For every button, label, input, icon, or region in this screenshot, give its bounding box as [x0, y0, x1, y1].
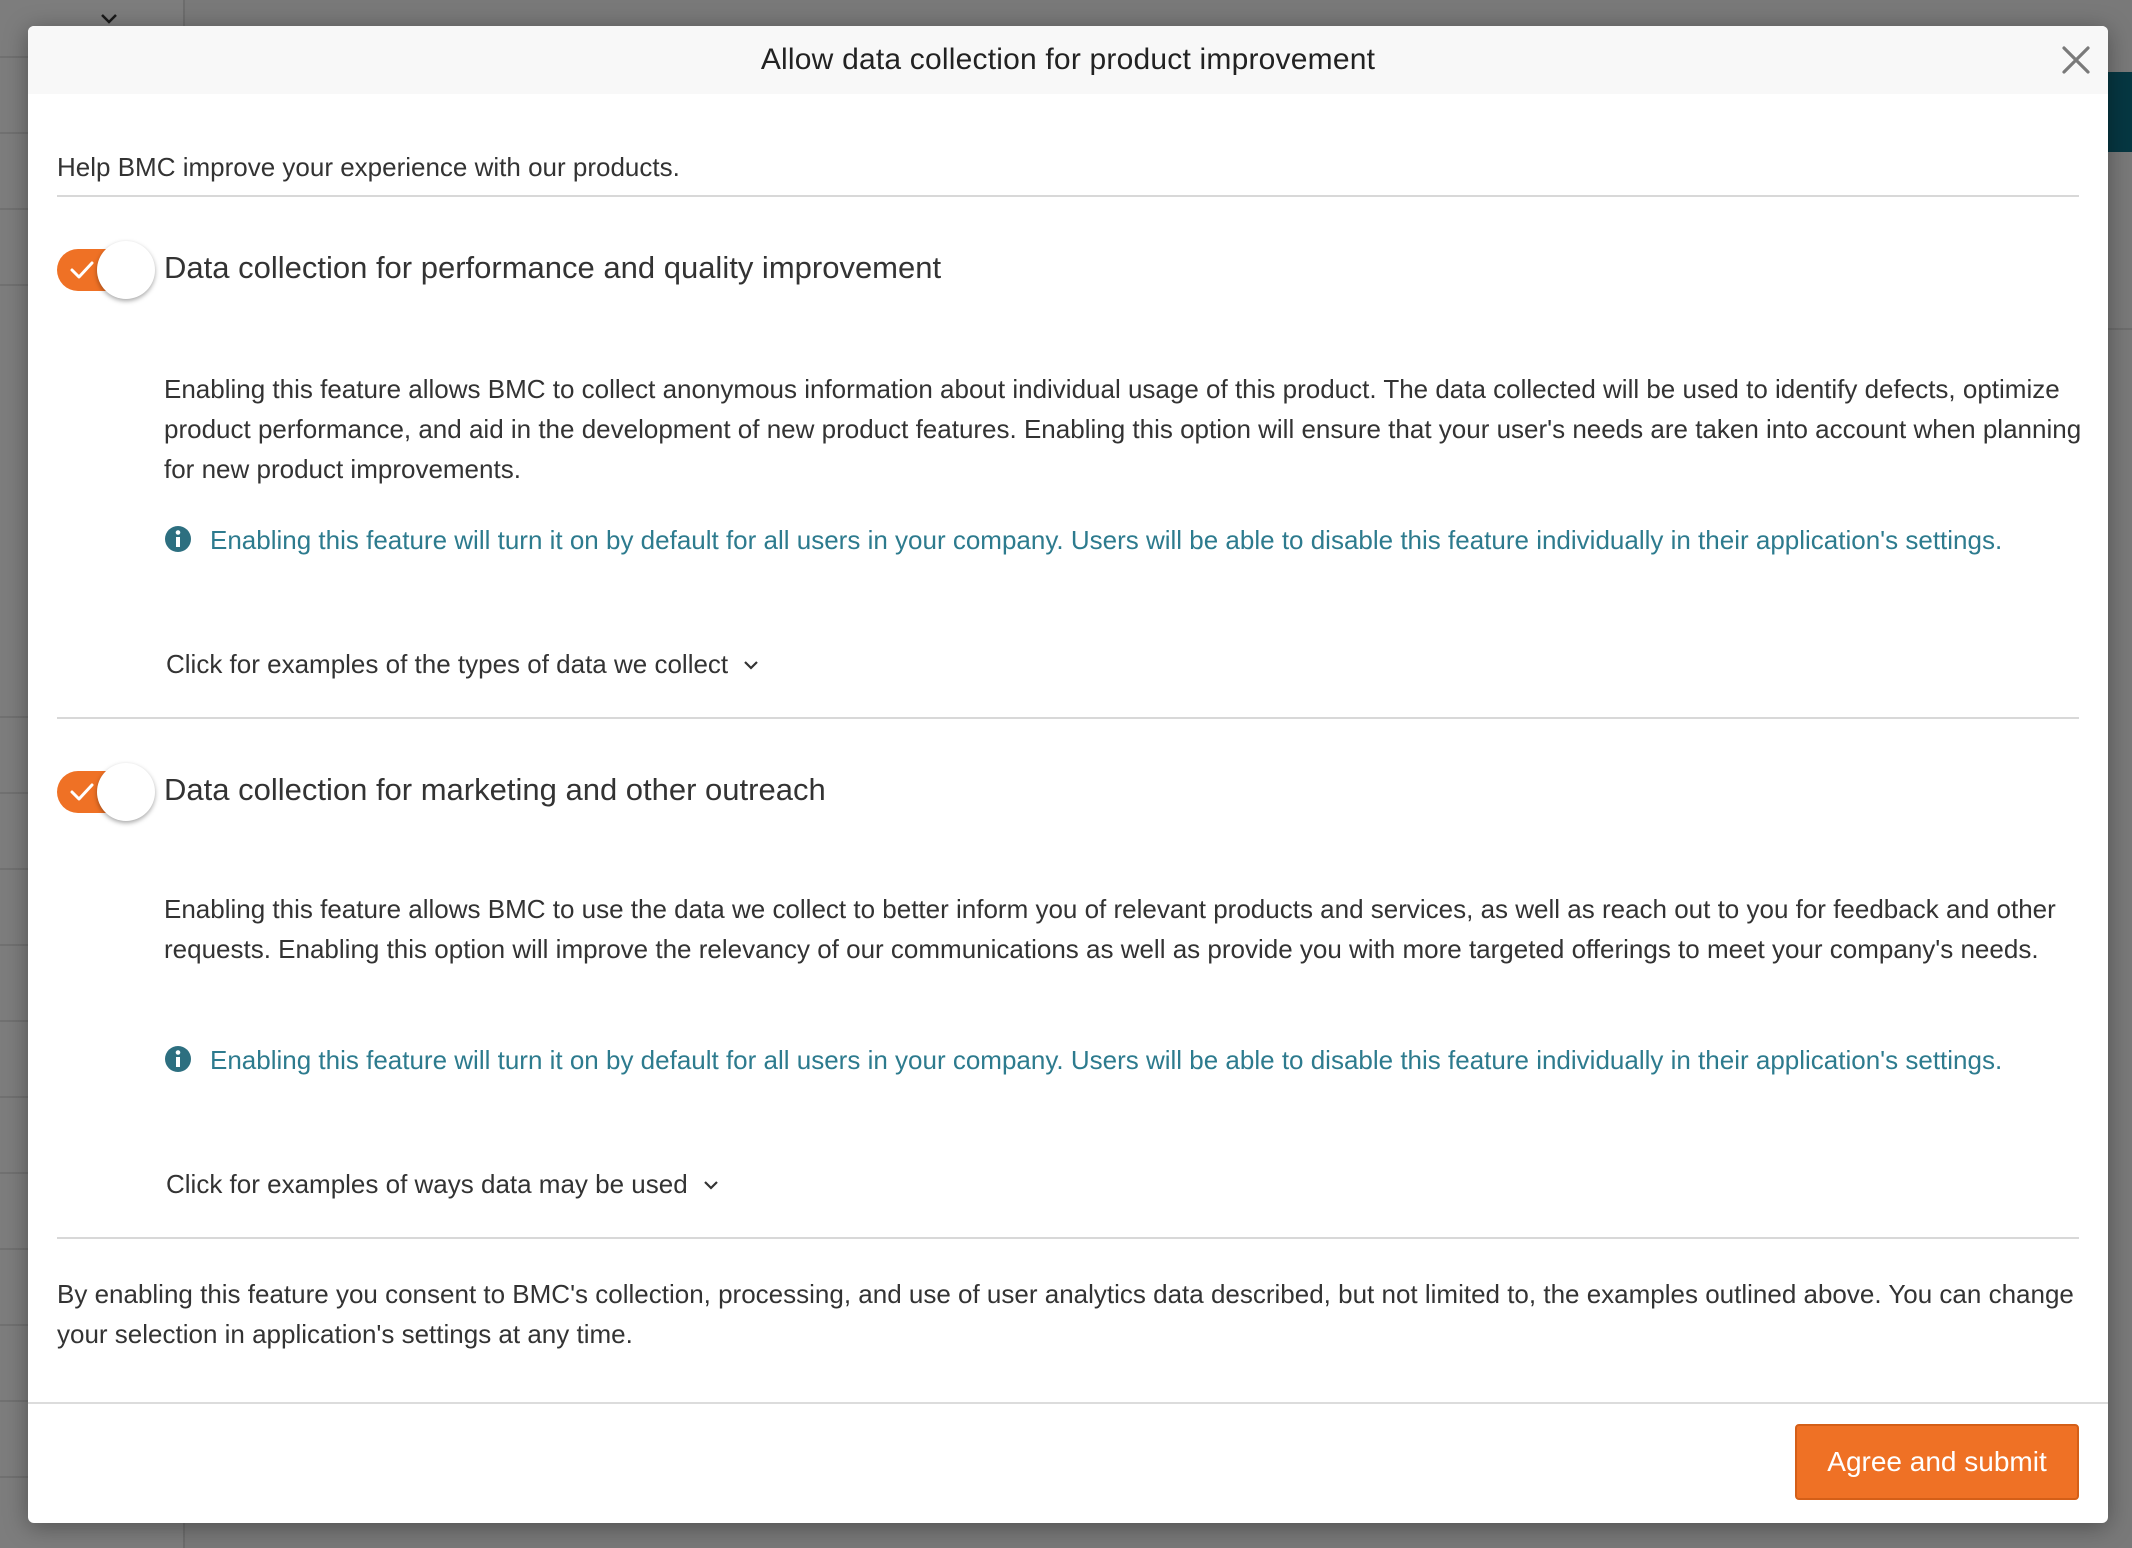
consent-text: By enabling this feature you consent to BMC's collection, processing, and use of user analytics data described, but not limited to, the examples outlined above. You can change your selection in application's settings at any time.: [57, 1279, 2074, 1349]
info-icon: [164, 1045, 192, 1073]
toggle-knob: [97, 241, 155, 299]
divider: [57, 717, 2079, 719]
divider: [57, 1237, 2079, 1239]
section-title: Data collection for performance and quality improvement: [164, 250, 942, 285]
expander-label: Click for examples of ways data may be used: [166, 1169, 688, 1199]
divider: [57, 195, 2079, 197]
info-note: [164, 520, 2084, 560]
close-icon[interactable]: [2058, 42, 2094, 78]
section-description: Enabling this feature allows BMC to use the data we collect to better inform you of relevant products and services, as well as reach out to you for feedback and other requests. Enabling this option will improve the relevancy of our communications as well as provide you with more targeted offerings to meet your company's needs.: [164, 894, 2056, 964]
footer-divider: [28, 1402, 2108, 1404]
section-title: Data collection for marketing and other outreach: [164, 772, 826, 807]
examples-expander[interactable]: [166, 649, 760, 680]
dialog-header: [28, 26, 2108, 94]
info-text: Enabling this feature will turn it on by default for all users in your company. Users will be able to disable this feature individually in their application's settings.: [210, 1045, 2003, 1075]
dialog-title: Allow data collection for product improvement: [760, 43, 1376, 76]
toggle-knob: [97, 763, 155, 821]
chevron-down-icon: [702, 1176, 720, 1194]
info-note: [164, 1040, 2084, 1080]
dialog-intro: Help BMC improve your experience with our products.: [57, 152, 680, 182]
check-icon: [69, 781, 95, 803]
info-text: Enabling this feature will turn it on by default for all users in your company. Users will be able to disable this feature individually in their application's settings.: [210, 525, 2003, 555]
chevron-down-icon: [742, 656, 760, 674]
marketing-toggle[interactable]: [57, 757, 157, 817]
examples-expander[interactable]: [166, 1169, 720, 1200]
check-icon: [69, 259, 95, 281]
section-description: Enabling this feature allows BMC to collect anonymous information about individual usage of this product. The data collected will be used to identify defects, optimize product performance, and aid in the development of new product features. Enabling this option will ensure that your user's needs are taken into account when planning for new product improvements.: [164, 374, 2082, 484]
data-collection-dialog: [28, 26, 2108, 1523]
info-icon: [164, 525, 192, 553]
agree-submit-button[interactable]: Agree and submit: [1795, 1424, 2079, 1500]
performance-toggle[interactable]: [57, 235, 157, 295]
expander-label: Click for examples of the types of data we collect: [166, 649, 729, 679]
